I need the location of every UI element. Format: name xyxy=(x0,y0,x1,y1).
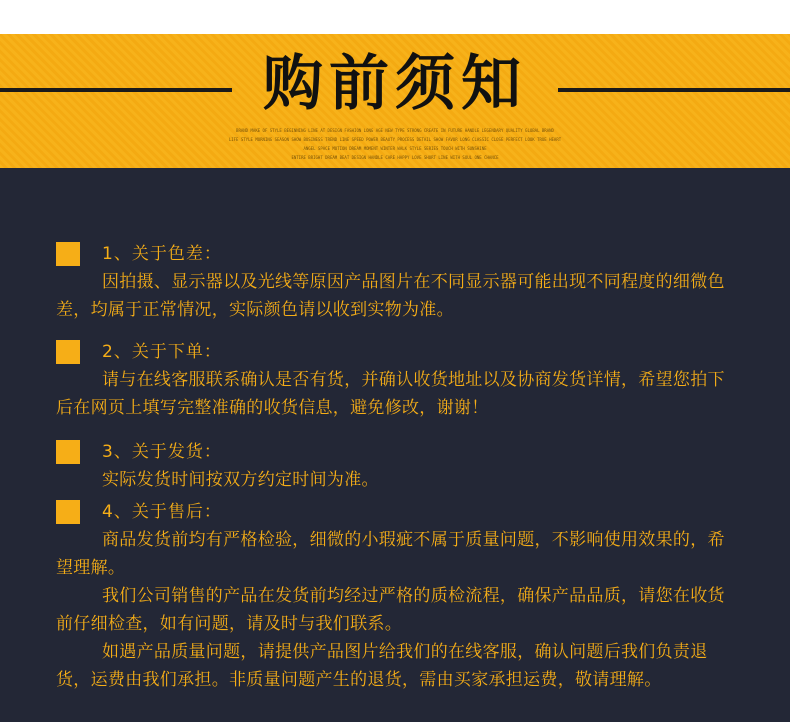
section-paragraph: 实际发货时间按双方约定时间为准。 xyxy=(102,470,379,490)
section-heading: 2、关于下单： xyxy=(102,342,222,362)
section-heading: 1、关于色差： xyxy=(102,244,222,264)
bullet-square-icon xyxy=(56,242,80,266)
section-paragraph: 商品发货前均有严格检验，细微的小瑕疵不属于质量问题，不影响使用效果的，希望理解。 xyxy=(56,530,725,578)
fine-print-line: ANGEL SPACE MOTION DREAM MOMENT WINTER WALK STYLE SERIES TOUCH WITH SUNSHINE xyxy=(303,146,487,151)
section-ordering xyxy=(56,338,738,422)
bullet-square-icon xyxy=(56,440,80,464)
section-shipping xyxy=(56,438,738,494)
section-after-sales xyxy=(56,498,738,694)
top-strip xyxy=(0,0,790,34)
section-paragraph: 如遇产品质量问题，请提供产品图片给我们的在线客服，确认问题后我们负责退货，运费由我们承担。非质量问题产生的退货，需由买家承担运费，敬请理解。 xyxy=(56,642,708,690)
bullet-square-icon xyxy=(56,500,80,524)
section-paragraph: 因拍摄、显示器以及光线等原因产品图片在不同显示器可能出现不同程度的细微色差，均属于正常情况，实际颜色请以收到实物为准。 xyxy=(56,272,725,320)
section-color-difference xyxy=(56,240,738,324)
bullet-square-icon xyxy=(56,340,80,364)
banner-divider-left xyxy=(0,88,232,92)
page-title: 购前须知 xyxy=(263,49,527,119)
banner-divider-right xyxy=(558,88,790,92)
section-paragraph: 我们公司销售的产品在发货前均经过严格的质检流程，确保产品品质，请您在收货前仔细检查，如有问题，请及时与我们联系。 xyxy=(56,586,725,634)
fine-print-line: BRAND MAKE OF STYLE BEGINNING LINE AT DESIGN FASHION LONG AGE NEW TYPE STRONG CREATE IN FUTURE HANDLE LEGENDARY QUALITY GLOBAL BRAND xyxy=(236,128,554,133)
section-paragraph: 请与在线客服联系确认是否有货，并确认收货地址以及协商发货详情，希望您拍下后在网页上填写完整准确的收货信息，避免修改，谢谢！ xyxy=(56,370,725,418)
fine-print-line: ENTIRE BRIGHT DREAM BEAT DESIGN HANDLE CARE HAPPY LOVE SHORT LINE WITH SOUL ONE CHANCE xyxy=(291,155,499,160)
title-banner xyxy=(0,34,790,168)
notice-content xyxy=(56,240,738,694)
section-heading: 3、关于发货： xyxy=(102,442,222,462)
fine-print-line: LIFE STYLE MORNING SEASON SHOW BUSINESS TREND LINE SPEED POWER BEAUTY PROCESS DETAIL SHOW FAVOR LONG CLASSIC CLOSE PERFECT LOOK TRUE HEART xyxy=(228,137,562,142)
banner-fine-print xyxy=(0,126,790,162)
section-heading: 4、关于售后： xyxy=(102,502,222,522)
